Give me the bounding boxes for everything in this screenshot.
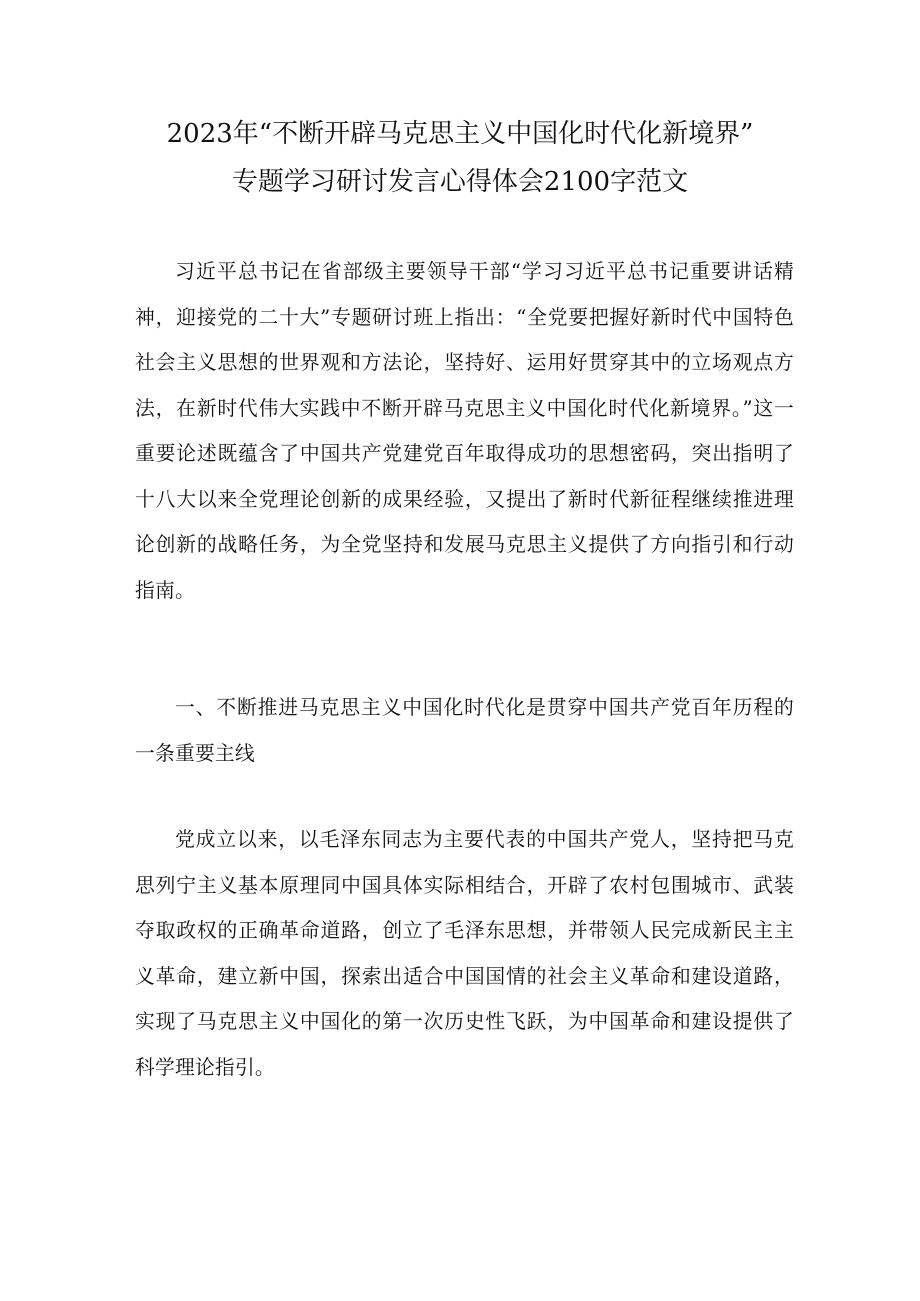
document-title-line-2: 专题学习研讨发言心得体会2100字范文: [231, 167, 689, 197]
section-heading-1: 一、不断推进马克思主义中国化时代化是贯穿中国共产党百年历程的一条重要主线: [135, 696, 794, 765]
document-title-line-1: 2023年“不断开辟马克思主义中国化时代化新境界”: [166, 119, 754, 149]
body-paragraph-intro: 习近平总书记在省部级主要领导干部“学习习近平总书记重要讲话精神，迎接党的二十大”专题研讨班上指出：“全党要把握好新时代中国特色社会主义思想的世界观和方法论，坚持好、运用好贯穿其中的立场观点方法，在新时代伟大实践中不断开辟马克思主义中国化时代化新境界。”这一重要论述既蕴含了中国共产党建党百年取得成功的思想密码，突出指明了十八大以来全党理论创新的成果经验，又提出了新时代新征程继续推进理论创新的战略任务，为全党坚持和发展马克思主义提供了方向指引和行动指南。: [135, 260, 794, 602]
body-paragraph-section-1: 党成立以来，以毛泽东同志为主要代表的中国共产党人，坚持把马克思列宁主义基本原理同中国具体实际相结合，开辟了农村包围城市、武装夺取政权的正确革命道路，创立了毛泽东思想，并带领人民完成新民主主义革命，建立新中国，探索出适合中国国情的社会主义革命和建设道路，实现了马克思主义中国化的第一次历史性飞跃，为中国革命和建设提供了科学理论指引。: [135, 828, 794, 1079]
